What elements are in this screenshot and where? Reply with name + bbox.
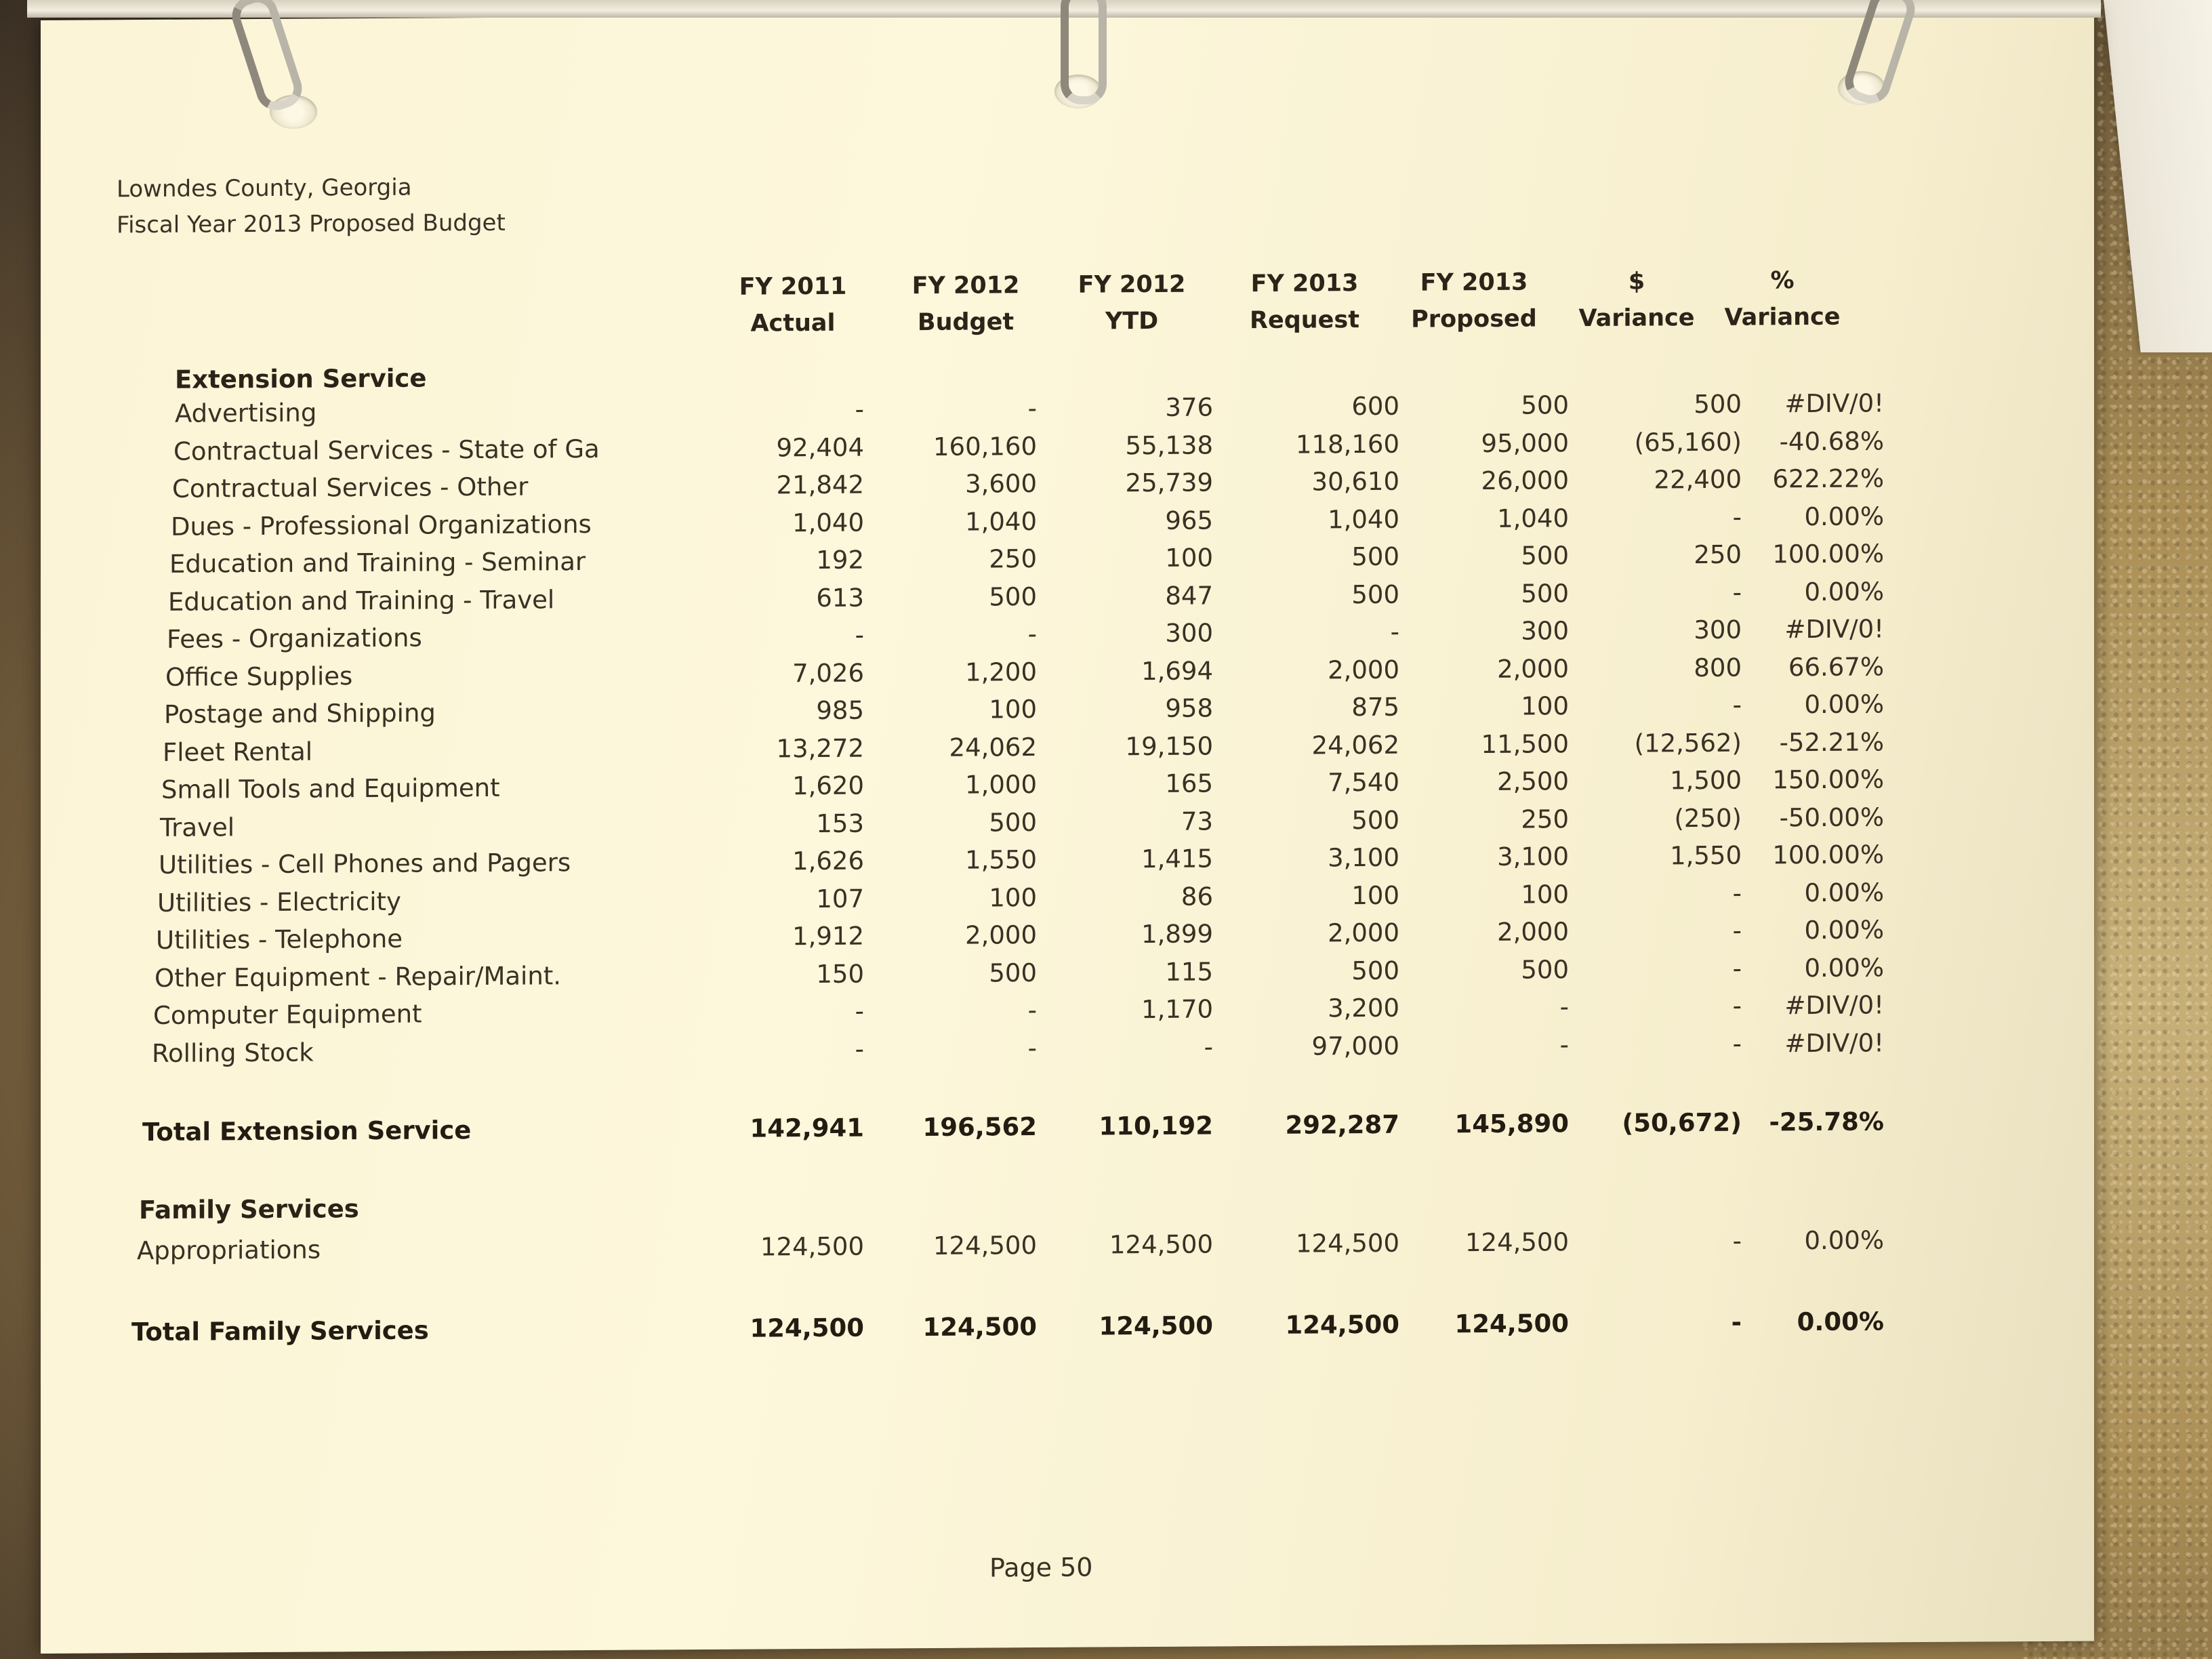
extension-total-col-6: (50,672) [1622,1107,1742,1138]
extension-total-col-7: -25.78% [1769,1107,1884,1137]
column-header-6-line1: $ [1628,268,1645,295]
extension-row-13-label: Utilities - Cell Phones and Pagers [159,848,571,880]
column-header-3-line1: FY 2012 [1078,270,1186,299]
family-total-col-4: 124,500 [1285,1309,1399,1340]
extension-row-8-col-5: 2,000 [1497,654,1569,684]
extension-row-17-label: Computer Equipment [153,999,422,1030]
extension-row-1-col-3: 376 [1165,392,1213,422]
extension-total-col-5: 145,890 [1454,1109,1569,1139]
extension-row-9-col-3: 958 [1165,693,1213,723]
extension-row-7-col-5: 300 [1521,616,1569,646]
extension-row-2-col-5: 95,000 [1481,428,1569,459]
extension-row-14-col-1: 107 [816,884,864,914]
column-header-1-line1: FY 2011 [739,272,847,301]
extension-row-18-col-2: - [1027,1033,1037,1063]
extension-row-16-col-2: 500 [989,958,1037,988]
extension-row-18-col-7: #DIV/0! [1784,1028,1884,1059]
family-row-1-col-1: 124,500 [760,1231,864,1262]
extension-row-15-col-1: 1,912 [792,921,864,951]
extension-row-7-col-2: - [1027,619,1037,649]
extension-row-3-col-1: 21,842 [776,470,864,500]
extension-row-11-col-5: 2,500 [1497,766,1569,796]
extension-row-5-col-2: 250 [989,544,1037,574]
county-name: Lowndes County, Georgia [117,173,412,203]
extension-row-7-col-3: 300 [1165,618,1213,648]
column-header-1-line2: Actual [750,309,836,337]
extension-row-11-col-7: 150.00% [1772,764,1884,795]
extension-row-12-label: Travel [160,813,234,842]
extension-row-1-col-1: - [855,394,864,424]
extension-row-7-col-1: - [855,620,864,650]
extension-total-col-2: 196,562 [922,1112,1037,1143]
family-total-col-6: - [1731,1307,1742,1337]
column-header-5-line1: FY 2013 [1420,268,1528,297]
extension-row-18-col-1: - [855,1034,864,1064]
extension-row-8-col-4: 2,000 [1328,655,1399,685]
extension-row-9-col-6: - [1732,690,1742,720]
extension-row-13-col-7: 100.00% [1772,840,1884,870]
extension-row-6-col-7: 0.00% [1804,577,1884,607]
extension-row-10-col-7: -52.21% [1779,727,1884,758]
extension-row-10-col-1: 13,272 [776,733,864,764]
extension-row-16-col-4: 500 [1351,956,1399,986]
extension-row-16-col-3: 115 [1165,957,1213,987]
extension-row-17-col-4: 3,200 [1328,993,1399,1023]
extension-row-6-col-5: 500 [1521,579,1569,609]
extension-row-17-col-2: - [1027,996,1037,1025]
extension-row-16-col-1: 150 [816,959,864,989]
extension-row-3-col-3: 25,739 [1125,468,1213,498]
extension-row-10-col-5: 11,500 [1481,729,1569,760]
extension-row-3-col-2: 3,600 [965,469,1037,499]
extension-row-18-col-3: - [1204,1032,1213,1062]
extension-row-14-col-5: 100 [1521,880,1569,909]
extension-row-6-col-2: 500 [989,582,1037,612]
extension-row-9-col-7: 0.00% [1804,689,1884,720]
extension-row-17-col-6: - [1732,991,1742,1021]
column-header-7-line2: Variance [1724,303,1841,331]
extension-row-4-label: Dues - Professional Organizations [171,510,592,541]
extension-row-17-col-7: #DIV/0! [1784,990,1884,1021]
extension-row-18-col-5: - [1559,1030,1569,1060]
extension-row-4-col-6: - [1732,502,1742,532]
extension-row-18-label: Rolling Stock [152,1038,314,1068]
family-row-1-label: Appropriations [137,1235,321,1266]
extension-row-16-label: Other Equipment - Repair/Maint. [155,961,562,993]
extension-row-12-col-2: 500 [989,808,1037,838]
extension-row-3-col-7: 622.22% [1772,464,1884,494]
column-header-2-line1: FY 2012 [912,272,1020,300]
extension-row-18-col-6: - [1732,1029,1742,1059]
column-header-3-line2: YTD [1105,307,1159,335]
document-title: Fiscal Year 2013 Proposed Budget [117,209,506,239]
extension-row-12-col-3: 73 [1181,806,1213,836]
family-total-col-7: 0.00% [1797,1307,1884,1337]
extension-row-9-col-1: 985 [816,695,864,726]
extension-row-2-label: Contractual Services - State of Ga [173,434,600,466]
extension-row-4-col-7: 0.00% [1804,501,1884,532]
extension-row-5-col-5: 500 [1521,541,1569,571]
extension-row-8-col-2: 1,200 [965,657,1037,687]
extension-row-9-col-4: 875 [1351,692,1399,722]
extension-row-12-col-4: 500 [1351,805,1399,836]
extension-row-3-label: Contractual Services - Other [172,472,529,504]
extension-row-4-col-3: 965 [1165,506,1213,535]
extension-row-7-col-6: 300 [1694,615,1742,645]
extension-row-5-col-3: 100 [1165,543,1213,573]
budget-page [41,7,2094,1654]
page-number: Page 50 [989,1552,1093,1583]
extension-row-5-label: Education and Training - Seminar [169,547,586,579]
extension-row-15-col-4: 2,000 [1328,918,1399,948]
extension-row-1-col-7: #DIV/0! [1784,388,1884,419]
extension-row-12-col-1: 153 [816,808,864,839]
extension-row-10-col-2: 24,062 [949,733,1037,762]
extension-row-2-col-6: (65,160) [1634,427,1742,457]
extension-row-4-col-1: 1,040 [792,508,864,538]
column-header-7-line1: % [1770,267,1795,295]
extension-row-11-col-3: 165 [1165,769,1213,798]
extension-row-15-col-7: 0.00% [1804,915,1884,945]
extension-row-18-col-4: 97,000 [1311,1031,1399,1061]
family-row-1-col-4: 124,500 [1295,1228,1399,1258]
extension-row-7-col-7: #DIV/0! [1784,614,1884,644]
extension-row-1-col-6: 500 [1694,389,1742,419]
extension-row-8-col-3: 1,694 [1141,656,1213,687]
extension-row-5-col-1: 192 [816,545,864,575]
extension-row-13-col-1: 1,626 [792,846,864,876]
extension-total-label: Total Extension Service [142,1115,472,1147]
extension-row-14-label: Utilities - Electricity [157,886,401,918]
extension-row-11-col-1: 1,620 [792,771,864,801]
extension-row-12-col-5: 250 [1521,804,1569,834]
extension-row-16-col-5: 500 [1521,955,1569,985]
extension-row-9-col-5: 100 [1521,691,1569,721]
extension-row-1-col-2: - [1027,394,1037,424]
family-row-1-col-5: 124,500 [1465,1227,1569,1258]
extension-row-14-col-2: 100 [989,883,1037,913]
extension-row-2-col-1: 92,404 [776,432,864,463]
extension-row-4-col-4: 1,040 [1328,504,1399,535]
extension-row-11-label: Small Tools and Equipment [161,773,500,804]
extension-row-13-col-2: 1,550 [965,845,1037,875]
extension-row-2-col-3: 55,138 [1125,430,1213,461]
extension-row-6-col-6: - [1732,577,1742,607]
extension-row-2-col-2: 160,160 [933,432,1037,462]
extension-row-11-col-2: 1,000 [965,770,1037,800]
extension-row-5-col-4: 500 [1351,541,1399,572]
extension-row-1-label: Advertising [175,398,317,428]
extension-total-col-4: 292,287 [1285,1109,1399,1140]
extension-row-5-col-6: 250 [1694,539,1742,570]
extension-row-13-col-5: 3,100 [1497,842,1569,872]
extension-row-8-col-6: 800 [1694,653,1742,683]
extension-row-6-col-1: 613 [816,583,864,613]
family-total-col-5: 124,500 [1454,1309,1569,1339]
extension-row-8-col-7: 66.67% [1788,652,1884,682]
section-title-family: Family Services [139,1194,359,1225]
extension-row-17-col-1: - [855,996,864,1026]
extension-row-9-col-2: 100 [989,695,1037,724]
extension-row-5-col-7: 100.00% [1772,539,1884,569]
section-title-extension: Extension Service [175,363,427,394]
extension-row-1-col-4: 600 [1351,391,1399,422]
extension-row-2-col-7: -40.68% [1779,426,1884,457]
extension-row-7-label: Fees - Organizations [167,623,422,654]
extension-row-3-col-6: 22,400 [1654,464,1742,495]
extension-row-10-label: Fleet Rental [163,737,313,767]
extension-row-17-col-5: - [1559,992,1569,1022]
extension-row-14-col-3: 86 [1181,882,1213,912]
extension-row-13-col-6: 1,550 [1670,840,1742,871]
extension-row-14-col-4: 100 [1351,880,1399,911]
extension-row-11-col-6: 1,500 [1670,765,1742,796]
extension-row-9-label: Postage and Shipping [164,698,436,729]
extension-row-4-col-5: 1,040 [1497,504,1569,533]
extension-total-col-1: 142,941 [750,1113,864,1143]
extension-row-15-label: Utilities - Telephone [156,924,403,955]
extension-row-10-col-4: 24,062 [1311,730,1399,760]
extension-row-2-col-4: 118,160 [1295,429,1399,459]
extension-row-1-col-5: 500 [1521,390,1569,420]
binder-ring-middle [1061,0,1107,104]
column-header-2-line2: Budget [917,308,1015,337]
extension-row-13-col-4: 3,100 [1328,842,1399,873]
extension-row-4-col-2: 1,040 [965,507,1037,537]
extension-row-11-col-4: 7,540 [1328,767,1399,798]
family-row-1-col-7: 0.00% [1804,1225,1884,1256]
extension-row-14-col-6: - [1732,878,1742,908]
family-row-1-col-2: 124,500 [933,1231,1037,1261]
column-header-5-line2: Proposed [1411,305,1537,333]
extension-row-15-col-5: 2,000 [1497,917,1569,947]
family-total-col-2: 124,500 [922,1312,1037,1343]
extension-row-10-col-6: (12,562) [1634,728,1742,758]
extension-row-16-col-6: - [1732,954,1742,983]
extension-row-10-col-3: 19,150 [1125,731,1213,762]
extension-row-6-label: Education and Training - Travel [168,585,555,617]
family-row-1-col-6: - [1732,1226,1742,1256]
extension-row-8-label: Office Supplies [165,661,353,692]
family-total-label: Total Family Services [131,1315,429,1347]
column-header-4-line2: Request [1250,306,1359,335]
extension-row-6-col-4: 500 [1351,579,1399,610]
family-row-1-col-3: 124,500 [1109,1229,1213,1260]
family-total-col-3: 124,500 [1099,1311,1213,1341]
extension-row-12-col-7: -50.00% [1779,802,1884,833]
column-header-4-line1: FY 2013 [1250,270,1359,298]
extension-row-8-col-1: 7,026 [792,658,864,689]
extension-row-3-col-5: 26,000 [1481,466,1569,496]
extension-total-col-3: 110,192 [1099,1111,1213,1141]
extension-row-15-col-2: 2,000 [965,920,1037,950]
extension-row-15-col-3: 1,899 [1141,919,1213,949]
extension-row-15-col-6: - [1732,916,1742,945]
extension-row-12-col-6: (250) [1674,803,1742,834]
extension-row-16-col-7: 0.00% [1804,953,1884,983]
family-total-col-1: 124,500 [750,1313,864,1343]
extension-row-14-col-7: 0.00% [1804,878,1884,908]
extension-row-17-col-3: 1,170 [1141,994,1213,1025]
extension-row-7-col-4: - [1390,617,1399,647]
extension-row-13-col-3: 1,415 [1141,844,1213,874]
extension-row-3-col-4: 30,610 [1311,466,1399,497]
column-header-6-line2: Variance [1578,304,1695,333]
extension-row-6-col-3: 847 [1165,581,1213,611]
